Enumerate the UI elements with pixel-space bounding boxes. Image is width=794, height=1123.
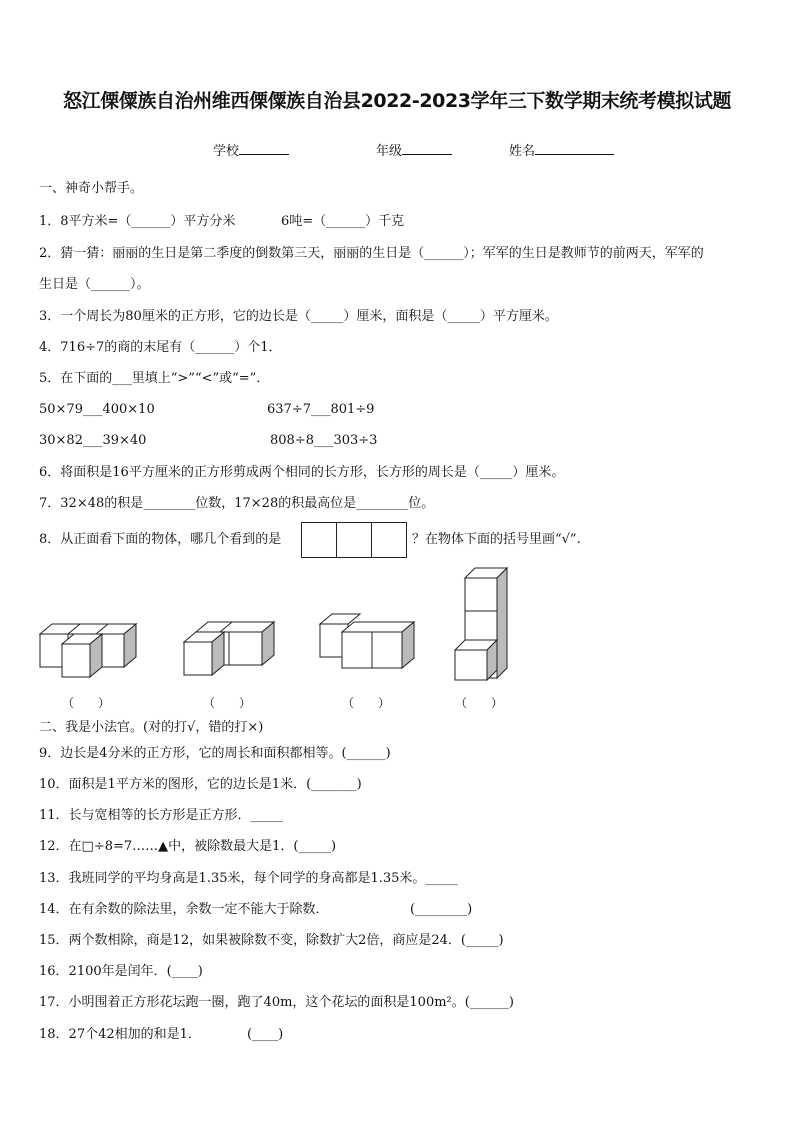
question-5-item-4: 808÷8___303÷3: [270, 433, 378, 448]
question-5-item-2: 637÷7___801÷9: [267, 402, 375, 417]
question-14-blank[interactable]: (________): [410, 902, 473, 917]
name-label: 姓名: [509, 144, 536, 159]
question-1a: 1．8平方米=（______）平方分米: [39, 214, 236, 229]
cube-figure-b: [182, 612, 278, 680]
front-view-square: [336, 522, 372, 558]
school-blank[interactable]: [239, 141, 289, 155]
grade-blank[interactable]: [402, 141, 452, 155]
question-8-text-b: ？在物体下面的括号里画“√”.: [412, 532, 581, 547]
answer-paren-b[interactable]: （ ）: [203, 696, 252, 710]
question-13: 13．我班同学的平均身高是1.35米，每个同学的身高都是1.35米。_____: [39, 871, 458, 886]
question-4: 4．716÷7的商的末尾有（______）个1．: [39, 340, 282, 355]
question-1b: 6吨=（______）千克: [281, 214, 405, 229]
front-view-square: [371, 522, 407, 558]
grade-field: [376, 140, 452, 159]
school-field: [213, 140, 289, 159]
question-3: 3．一个周长为80厘米的正方形，它的边长是（_____）厘米，面积是（_____）平方厘米。: [39, 309, 558, 324]
question-18: 18．27个42相加的和是1．: [39, 1027, 201, 1042]
question-2-line-1: 2．猜一猜：丽丽的生日是第二季度的倒数第三天，丽丽的生日是（______）；军军的生日是教师节的前两天，军军的: [39, 246, 704, 261]
question-5-item-3: 30×82___39×40: [39, 433, 147, 448]
question-15: 15．两个数相除，商是12，如果被除数不变，除数扩大2倍，商应是24．(_____): [39, 933, 504, 948]
question-10: 10．面积是1平方米的图形，它的边长是1米．(_______): [39, 777, 362, 792]
question-18-blank[interactable]: (____): [247, 1027, 284, 1042]
question-14: 14．在有余数的除法里，余数一定不能大于除数．: [39, 902, 329, 917]
cube-figure-c: [318, 612, 418, 680]
section-1-heading: 一、神奇小帮手。: [39, 181, 144, 196]
name-field: [509, 140, 614, 159]
name-blank[interactable]: [535, 141, 614, 155]
cube-figure-a: [38, 620, 138, 680]
question-11: 11．长与宽相等的长方形是正方形．_____: [39, 808, 284, 823]
cube-figure-d: [453, 564, 513, 682]
question-5-item-1: 50×79___400×10: [39, 402, 155, 417]
section-2-heading: 二、我是小法官。(对的打√，错的打×): [39, 720, 264, 735]
question-5: 5．在下面的___里填上“>”“<”或“=”．: [39, 371, 270, 386]
question-16: 16．2100年是闰年．(____): [39, 964, 203, 979]
question-7: 7．32×48的积是________位数，17×28的积最高位是________位。: [39, 496, 435, 511]
question-8-text-a: 8．从正面看下面的物体，哪几个看到的是: [39, 532, 282, 547]
question-2-line-2: 生日是（______）。: [39, 277, 150, 292]
answer-paren-a[interactable]: （ ）: [62, 696, 111, 710]
question-6: 6．将面积是16平方厘米的正方形剪成两个相同的长方形，长方形的周长是（_____）厘米。: [39, 465, 565, 480]
school-label: 学校: [213, 144, 240, 159]
answer-paren-d[interactable]: （ ）: [455, 696, 504, 710]
question-12: 12．在□÷8=7……▲中，被除数最大是1．(_____): [39, 839, 337, 854]
grade-label: 年级: [376, 144, 403, 159]
question-9: 9．边长是4分米的正方形，它的周长和面积都相等。(______): [39, 746, 391, 761]
page-title: 怒江傈僳族自治州维西傈僳族自治县2022-2023学年三下数学期末统考模拟试题: [62, 90, 732, 112]
answer-paren-c[interactable]: （ ）: [342, 696, 391, 710]
question-17: 17．小明围着正方形花坛跑一圈，跑了40m，这个花坛的面积是100m²。(______): [39, 995, 514, 1010]
front-view-square: [301, 522, 337, 558]
front-view-figure: [301, 522, 409, 558]
